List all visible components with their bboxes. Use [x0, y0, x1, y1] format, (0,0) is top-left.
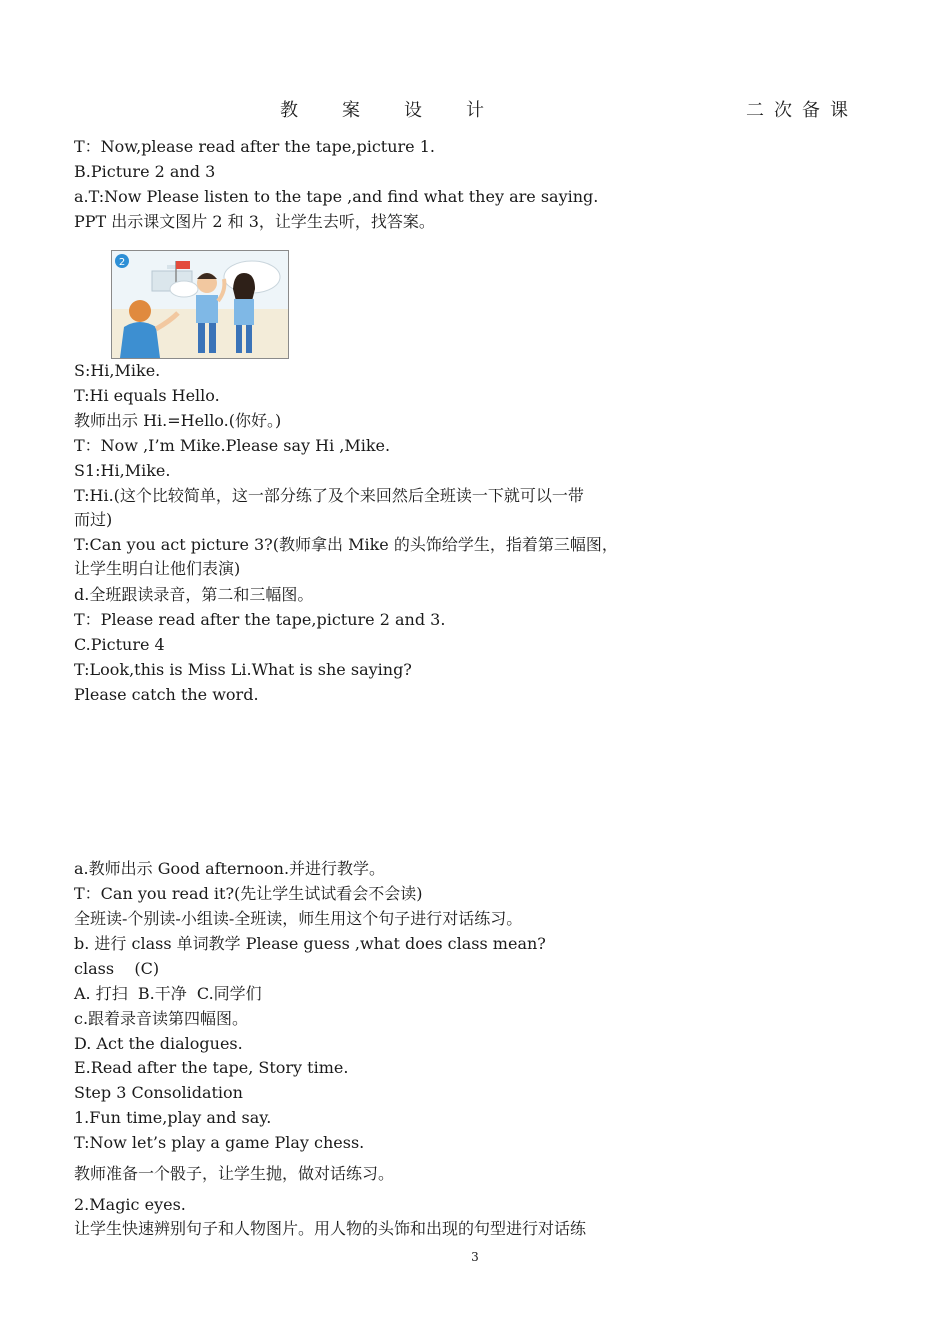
text-line: PPT 出示课文图片 2 和 3，让学生去听，找答案。 — [74, 212, 435, 231]
text-line: c.跟着录音读第四幅图。 — [74, 1009, 249, 1028]
text-line: Step 3 Consolidation — [74, 1083, 243, 1102]
text-line: T:Hi.(这个比较简单，这一部分练了及个来回然后全班读一下就可以一带 — [74, 486, 584, 505]
text-line: 而过) — [74, 510, 113, 529]
text-line: T：Now ,I’m Mike.Please say Hi ,Mike. — [74, 436, 391, 455]
text-line: T：Now,please read after the tape,picture 1. — [74, 137, 435, 156]
text-line: S:Hi,Mike. — [74, 361, 161, 380]
text-line: A. 打扫 B.干净 C.同学们 — [74, 984, 262, 1003]
page-header-title — [280, 96, 528, 122]
header-side-char: 次 — [774, 100, 792, 121]
header-title-char: 教 — [280, 100, 298, 121]
header-side-char: 二 — [746, 100, 764, 121]
text-line: a.T:Now Please listen to the tape ,and find what they are saying. — [74, 187, 599, 206]
text-line: class (C) — [74, 959, 160, 978]
text-line: T：Can you read it?(先让学生试试看会不会读) — [74, 884, 423, 903]
text-line: T:Can you act picture 3?(教师拿出 Mike 的头饰给学生，指着第三幅图， — [74, 535, 618, 554]
text-line: T：Please read after the tape,picture 2 and 3. — [74, 610, 446, 629]
text-line: 让学生快速辨别句子和人物图片。用人物的头饰和出现的句型进行对话练 — [74, 1219, 587, 1238]
text-line: B.Picture 2 and 3 — [74, 162, 216, 181]
text-line: C.Picture 4 — [74, 635, 165, 654]
text-line: E.Read after the tape, Story time. — [74, 1058, 349, 1077]
text-line: 让学生明白让他们表演) — [74, 559, 241, 578]
page-number: 3 — [471, 1250, 479, 1264]
header-title-char: 设 — [404, 100, 422, 121]
text-line: T:Now let’s play a game Play chess. — [74, 1133, 365, 1152]
text-line: S1:Hi,Mike. — [74, 461, 171, 480]
text-line: D. Act the dialogues. — [74, 1034, 243, 1053]
text-line: d.全班跟读录音，第二和三幅图。 — [74, 585, 314, 604]
text-line: a.教师出示 Good afternoon.并进行教学。 — [74, 859, 386, 878]
header-side-char: 课 — [830, 100, 848, 121]
text-line: T:Hi equals Hello. — [74, 386, 220, 405]
text-line: 教师出示 Hi.=Hello.(你好。) — [74, 411, 282, 430]
text-line: 全班读-个别读-小组读-全班读，师生用这个句子进行对话练习。 — [74, 909, 523, 928]
picture-number-text: 2 — [118, 257, 126, 268]
illustration-drawing — [112, 251, 288, 358]
text-line: b. 进行 class 单词教学 Please guess ,what does class mean? — [74, 934, 546, 953]
header-title-char: 计 — [466, 100, 484, 121]
page-header-side — [746, 96, 858, 122]
text-line: 教师准备一个骰子，让学生抛，做对话练习。 — [74, 1164, 395, 1183]
text-line: T:Look,this is Miss Li.What is she saying? — [74, 660, 412, 679]
header-title-char: 案 — [342, 100, 360, 121]
text-line: Please catch the word. — [74, 685, 259, 704]
header-side-char: 备 — [802, 100, 820, 121]
text-line: 2.Magic eyes. — [74, 1195, 186, 1214]
text-line: 1.Fun time,play and say. — [74, 1108, 272, 1127]
lesson-illustration — [111, 250, 289, 359]
